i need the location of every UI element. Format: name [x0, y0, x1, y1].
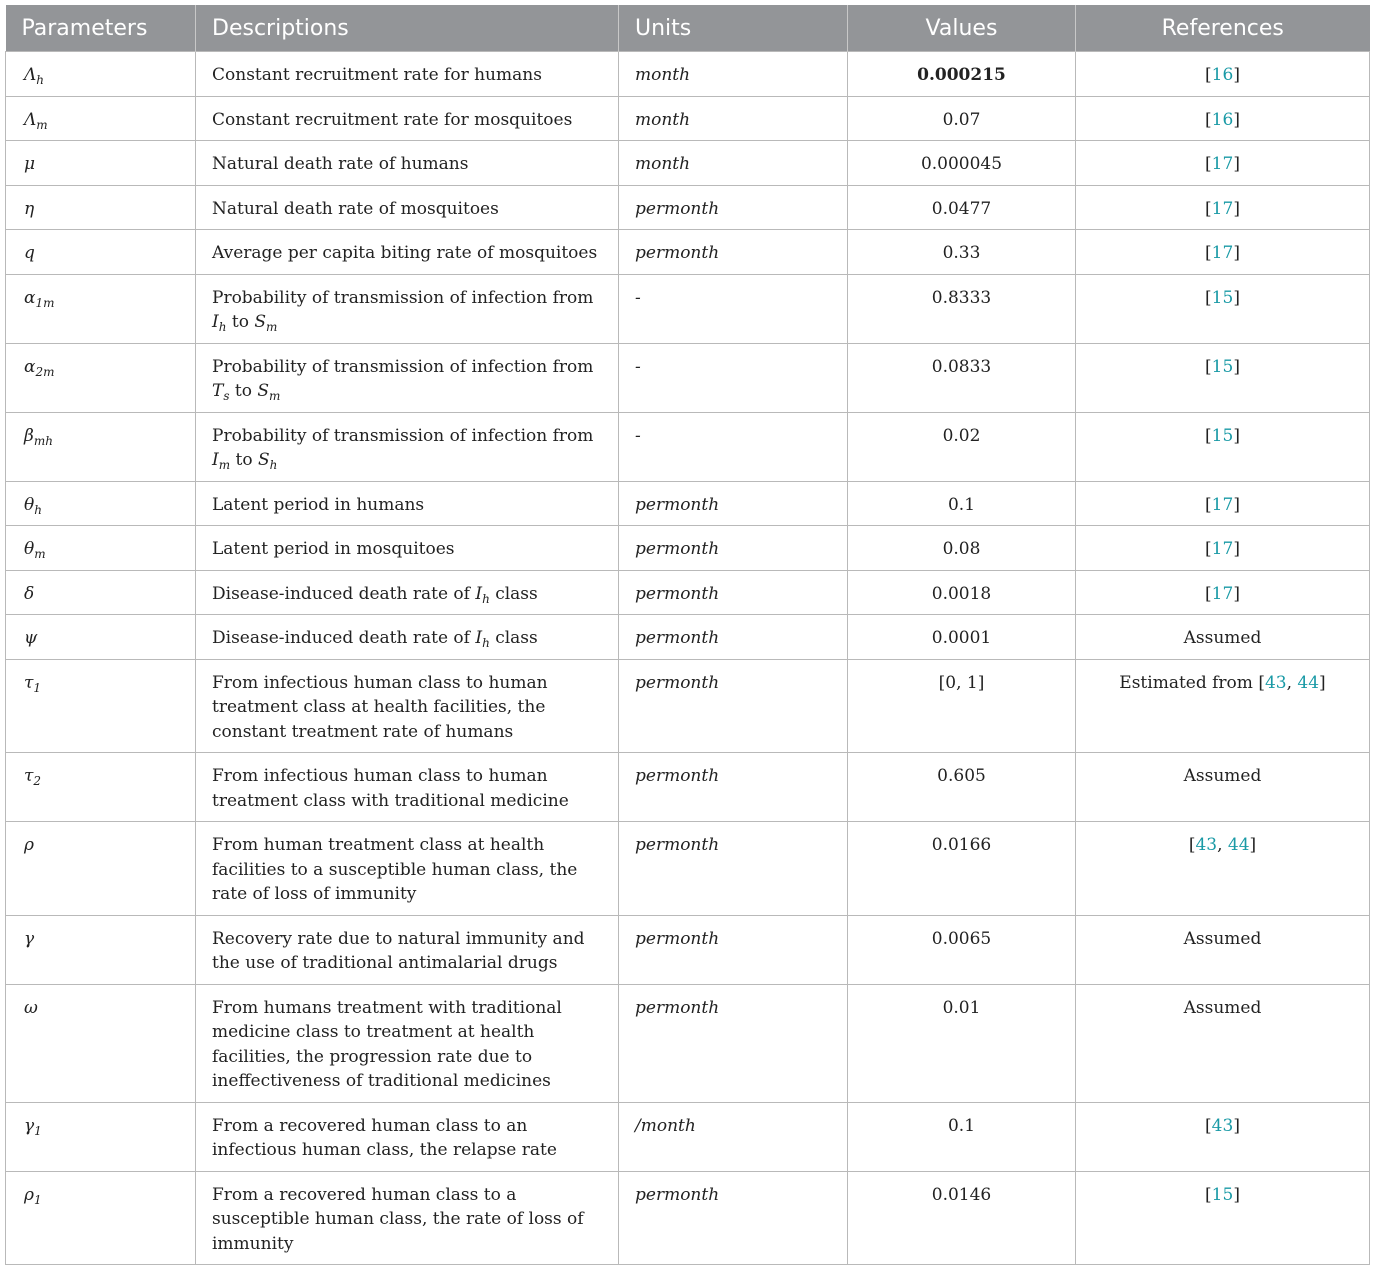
reference-link[interactable]: 15 [1211, 287, 1234, 308]
parameter-symbol: α [24, 287, 36, 308]
description-text: to [230, 450, 258, 470]
table-row [6, 185, 1370, 230]
value-cell: 0.02 [848, 412, 1076, 481]
parameter-symbol: τ [24, 766, 34, 786]
unit-cell: month [619, 96, 848, 141]
reference-link[interactable]: 17 [1211, 539, 1234, 559]
reference-cell: [17] [1076, 526, 1370, 571]
reference-cell: [16] [1076, 52, 1370, 97]
description-text: to [229, 381, 258, 401]
unit-cell: - [619, 343, 848, 412]
reference-link[interactable]: 17 [1211, 154, 1234, 174]
description-subscript: m [265, 320, 278, 334]
parameter-cell [6, 274, 196, 343]
header-references: References [1076, 5, 1370, 52]
reference-text: Assumed [1183, 766, 1262, 786]
reference-link[interactable]: 44 [1227, 835, 1250, 855]
description-cell [196, 570, 619, 615]
table-header [6, 5, 1370, 52]
description-text: Latent period in humans [212, 494, 425, 515]
parameter-cell [6, 659, 196, 753]
value-cell: 0.0146 [848, 1171, 1076, 1265]
description-subscript: m [218, 458, 231, 472]
variable-letter: I [475, 628, 483, 648]
unit-cell: - [619, 412, 848, 481]
parameter-subscript: m [34, 547, 46, 561]
table-row [6, 412, 1370, 481]
reference-link[interactable]: 16 [1211, 109, 1234, 130]
value-cell: 0.0018 [848, 570, 1076, 615]
parameter-subscript: h [36, 73, 45, 87]
description-cell [196, 274, 619, 343]
value-cell: 0.1 [848, 481, 1076, 526]
description-text: Probability of transmission of infection from [212, 287, 594, 308]
reference-cell: [43, 44] [1076, 822, 1370, 916]
reference-text: Assumed [1183, 928, 1262, 949]
table-body [6, 52, 1370, 1265]
value-cell: 0.07 [848, 96, 1076, 141]
unit-cell: permonth [619, 185, 848, 230]
reference-cell: [17] [1076, 230, 1370, 275]
table-row [6, 96, 1370, 141]
parameter-cell [6, 230, 196, 275]
parameter-symbol: α [24, 356, 36, 377]
parameter-cell [6, 1102, 196, 1171]
parameter-cell [6, 753, 196, 822]
reference-text: Estimated from [1119, 672, 1259, 693]
description-text: Natural death rate of mosquitoes [212, 198, 499, 219]
description-text: class [489, 583, 538, 604]
parameter-symbol: η [24, 198, 35, 219]
value-cell: 0.0833 [848, 343, 1076, 412]
parameter-symbol: θ [24, 539, 35, 559]
description-text: Disease-induced death rate of [212, 583, 476, 604]
parameter-symbol: q [24, 243, 35, 263]
description-text: to [226, 312, 255, 332]
parameter-cell [6, 822, 196, 916]
unit-cell: permonth [619, 481, 848, 526]
variable-letter: T [212, 381, 224, 401]
parameter-symbol: ρ [24, 1184, 34, 1205]
table-row [6, 141, 1370, 186]
unit-cell: /month [619, 1102, 848, 1171]
table-row [6, 481, 1370, 526]
parameter-subscript: 2m [35, 364, 55, 379]
reference-cell [1076, 915, 1370, 984]
description-text: Constant recruitment rate for humans [212, 65, 542, 85]
parameter-cell [6, 570, 196, 615]
table-row [6, 659, 1370, 753]
description-text: From humans treatment with traditional medicine class to treatment at health facilities, the progression rate due to ineffectiveness of traditional medicines [212, 997, 562, 1091]
description-cell [196, 615, 619, 660]
value-cell: 0.000215 [848, 52, 1076, 97]
reference-link[interactable]: 17 [1211, 494, 1234, 515]
reference-cell: [15] [1076, 412, 1370, 481]
reference-link[interactable]: 17 [1211, 198, 1234, 219]
parameter-subscript: m [36, 117, 48, 132]
parameter-symbol: θ [24, 494, 35, 515]
description-cell [196, 659, 619, 753]
unit-cell: permonth [619, 753, 848, 822]
reference-cell: [17] [1076, 570, 1370, 615]
description-text: class [489, 628, 538, 648]
reference-link[interactable]: 15 [1211, 425, 1234, 446]
description-cell [196, 915, 619, 984]
description-text: From infectious human class to human treatment class at health facilities, the constant treatment rate of humans [212, 672, 548, 742]
value-cell: 0.0477 [848, 185, 1076, 230]
parameter-subscript: h [34, 502, 42, 517]
table-row [6, 822, 1370, 916]
unit-cell: permonth [619, 984, 848, 1102]
reference-link[interactable]: 43 [1211, 1115, 1234, 1136]
reference-cell: Estimated from [43, 44] [1076, 659, 1370, 753]
parameter-subscript: 1 [34, 1123, 42, 1138]
value-cell: 0.8333 [848, 274, 1076, 343]
table-row [6, 915, 1370, 984]
table-row [6, 984, 1370, 1102]
table-row [6, 52, 1370, 97]
parameter-cell [6, 481, 196, 526]
reference-cell: [16] [1076, 96, 1370, 141]
parameter-cell [6, 984, 196, 1102]
description-text: From infectious human class to human treatment class with traditional medicine [212, 766, 569, 811]
parameter-symbol: μ [24, 154, 36, 174]
description-text: From human treatment class at health facilities to a susceptible human class, the rate of loss of immunity [212, 835, 578, 904]
table-row [6, 526, 1370, 571]
parameter-subscript: 1m [35, 295, 55, 310]
description-cell [196, 141, 619, 186]
variable-letter: S [257, 381, 270, 401]
header-units: Units [619, 5, 848, 52]
description-cell [196, 984, 619, 1102]
description-text: Recovery rate due to natural immunity and the use of traditional antimalarial drugs [212, 928, 585, 973]
description-cell [196, 753, 619, 822]
unit-cell: permonth [619, 526, 848, 571]
parameter-symbol: Λ [24, 109, 37, 130]
table-row [6, 1102, 1370, 1171]
description-cell [196, 1102, 619, 1171]
reference-text: Assumed [1183, 628, 1262, 648]
reference-cell: [15] [1076, 1171, 1370, 1265]
parameter-symbol: δ [24, 583, 35, 604]
parameter-symbol: ρ [24, 835, 34, 855]
reference-cell: [43] [1076, 1102, 1370, 1171]
parameter-cell [6, 52, 196, 97]
value-cell: 0.000045 [848, 141, 1076, 186]
unit-cell: permonth [619, 570, 848, 615]
reference-link[interactable]: 17 [1211, 243, 1234, 263]
table-row [6, 615, 1370, 660]
unit-cell: permonth [619, 822, 848, 916]
parameter-cell [6, 915, 196, 984]
reference-cell [1076, 984, 1370, 1102]
description-cell [196, 230, 619, 275]
value-cell: 0.605 [848, 753, 1076, 822]
value-cell: 0.08 [848, 526, 1076, 571]
table-row [6, 570, 1370, 615]
reference-text: Assumed [1183, 997, 1262, 1018]
description-cell [196, 412, 619, 481]
description-subscript: h [482, 636, 490, 650]
reference-link[interactable]: 15 [1211, 1184, 1234, 1205]
header-descriptions: Descriptions [196, 5, 619, 52]
description-cell [196, 52, 619, 97]
reference-cell [1076, 615, 1370, 660]
table-row [6, 343, 1370, 412]
unit-cell: - [619, 274, 848, 343]
description-text: From a recovered human class to a susceptible human class, the rate of loss of immunity [212, 1184, 584, 1254]
parameter-cell [6, 343, 196, 412]
parameter-subscript: mh [33, 433, 53, 448]
unit-cell: permonth [619, 915, 848, 984]
description-cell [196, 822, 619, 916]
description-text: From a recovered human class to an infectious human class, the relapse rate [212, 1115, 557, 1160]
description-text: Latent period in mosquitoes [212, 539, 455, 559]
unit-cell: permonth [619, 1171, 848, 1265]
unit-cell: permonth [619, 615, 848, 660]
description-cell [196, 526, 619, 571]
unit-cell: month [619, 52, 848, 97]
description-cell [196, 185, 619, 230]
description-text: Disease-induced death rate of [212, 628, 476, 648]
parameter-symbol: γ [24, 1115, 35, 1136]
reference-cell: [15] [1076, 274, 1370, 343]
value-cell: 0.0001 [848, 615, 1076, 660]
parameter-cell [6, 185, 196, 230]
parameter-cell [6, 526, 196, 571]
description-text: Constant recruitment rate for mosquitoes [212, 109, 573, 130]
parameter-subscript: 1 [33, 680, 42, 695]
parameter-symbol: Λ [24, 65, 37, 85]
value-cell: 0.1 [848, 1102, 1076, 1171]
reference-link[interactable]: 43 [1264, 672, 1287, 693]
description-subscript: s [223, 389, 230, 403]
reference-cell: [15] [1076, 343, 1370, 412]
header-values: Values [848, 5, 1076, 52]
parameter-symbol: ω [24, 997, 38, 1018]
reference-cell: [17] [1076, 481, 1370, 526]
unit-cell: permonth [619, 230, 848, 275]
description-text: Average per capita biting rate of mosquitoes [212, 243, 598, 263]
description-subscript: h [482, 591, 490, 606]
value-cell: 0.01 [848, 984, 1076, 1102]
reference-cell: [17] [1076, 141, 1370, 186]
value-cell: 0.0065 [848, 915, 1076, 984]
reference-cell [1076, 753, 1370, 822]
reference-link[interactable]: 17 [1211, 583, 1234, 604]
reference-cell: [17] [1076, 185, 1370, 230]
parameter-symbol: γ [24, 928, 35, 949]
description-cell [196, 481, 619, 526]
description-text: Natural death rate of humans [212, 154, 469, 174]
reference-link[interactable]: 44 [1297, 672, 1320, 693]
description-cell [196, 343, 619, 412]
unit-cell: permonth [619, 659, 848, 753]
parameters-table [5, 5, 1370, 1265]
parameter-subscript: 2 [33, 774, 42, 788]
description-subscript: h [269, 458, 278, 472]
parameter-symbol: τ [24, 672, 34, 693]
value-cell: 0.0166 [848, 822, 1076, 916]
header-parameters: Parameters [6, 5, 196, 52]
variable-letter: I [475, 583, 483, 604]
description-subscript: m [269, 389, 281, 403]
description-cell [196, 96, 619, 141]
unit-cell: month [619, 141, 848, 186]
parameter-cell [6, 412, 196, 481]
description-subscript: h [218, 320, 227, 334]
description-text: Probability of transmission of infection from [212, 356, 594, 377]
parameter-cell [6, 96, 196, 141]
reference-link[interactable]: 16 [1211, 65, 1234, 85]
parameter-cell [6, 615, 196, 660]
variable-letter: S [257, 450, 270, 470]
table-row [6, 230, 1370, 275]
variable-letter: I [212, 312, 219, 332]
reference-link[interactable]: 15 [1211, 356, 1234, 377]
variable-letter: S [254, 312, 266, 332]
parameter-subscript: 1 [34, 1192, 42, 1207]
value-cell: 0.33 [848, 230, 1076, 275]
table-row [6, 753, 1370, 822]
parameter-symbol: β [24, 425, 34, 446]
value-cell: [0, 1] [848, 659, 1076, 753]
description-text: Probability of transmission of infection from [212, 425, 594, 446]
table-row [6, 274, 1370, 343]
parameter-cell [6, 141, 196, 186]
variable-letter: I [212, 450, 219, 470]
reference-link[interactable]: 43 [1195, 835, 1218, 855]
parameter-symbol: ψ [24, 628, 38, 648]
